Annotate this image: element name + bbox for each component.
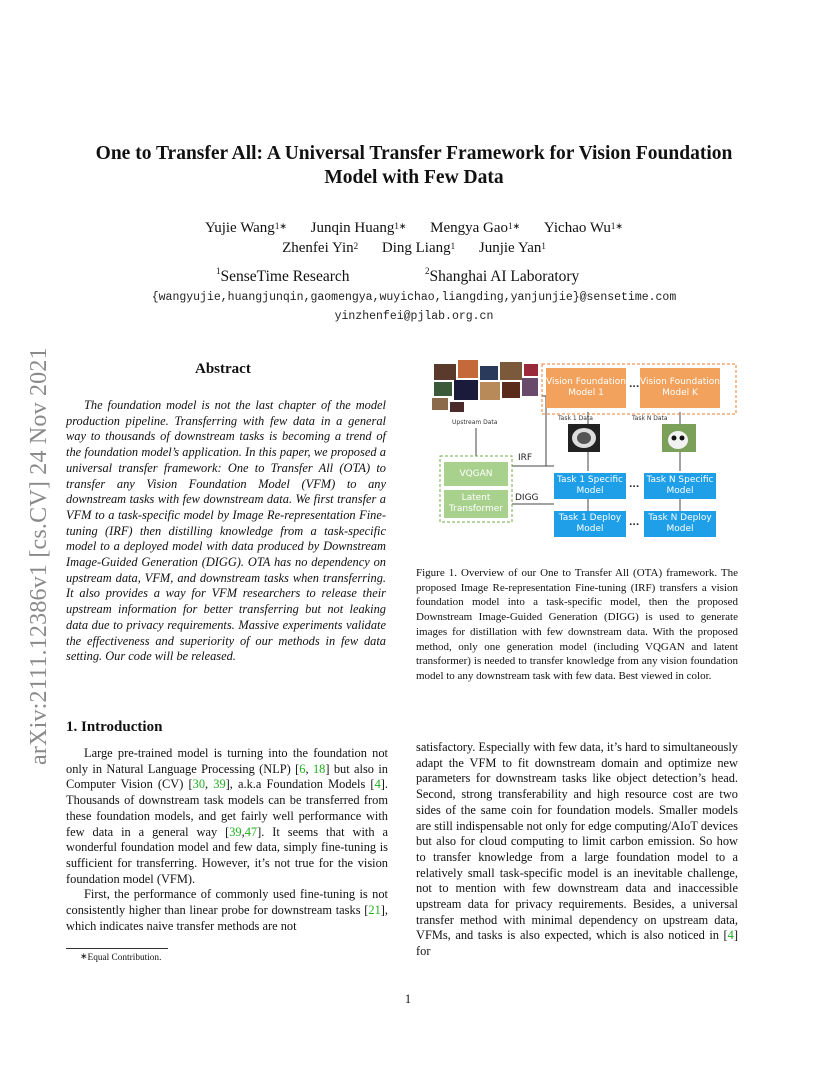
- page-number: 1: [404, 992, 412, 1006]
- task1-data-image-shape: [577, 432, 591, 444]
- affiliation-2: $^2$Shanghai AI Laboratory: [425, 266, 580, 285]
- task1-specific-box: Task 1 Specific Model: [554, 473, 626, 499]
- upstream-photo: [502, 382, 520, 398]
- author: Junjie Yan$^1$: [478, 240, 546, 256]
- author: Yichao $Wu^{1∗}$: [543, 220, 623, 236]
- author-row-1: [60, 218, 768, 238]
- author: Zhenfei Yin$^2$: [282, 240, 359, 256]
- intro-paragraph-continued: satisfactory. Especially with few data, it’s hard to simultaneously adapt the VFM to fit downstream domain and optimize new parameters for downstream tasks like object detection’s head. Second, strong transferability and high resource cost are two sides of the same coin for foundation models. Smaller models are still indispensable not only for edge computing/AIoT devices but also for cloud computing to limit carbon emission. So how to transfer knowledge from a large foundation model to a relatively small task-specific model is an inevitable challenge, not to mention with few downstream data and inaccessible upstream data for privacy requirements. Besides, a universal transfer method with minimal dependency on upstream data, VFMs, and tasks is also expected, which is also noticed in [4] for: [416, 740, 738, 959]
- upstream-photo: [434, 382, 452, 396]
- figure-1: [428, 356, 738, 556]
- arxiv-stamp: [20, 295, 60, 765]
- upstream-photo: [432, 398, 448, 410]
- task1-data-label: Task 1 Data: [558, 415, 593, 422]
- upstream-photo: [500, 362, 522, 380]
- task1-deploy-box: Task 1 Deploy Model: [554, 511, 626, 537]
- latent-transformer-box: Latent Transformer: [444, 490, 508, 518]
- citation-link[interactable]: 4: [374, 777, 381, 792]
- digg-label: DIGG: [515, 493, 539, 503]
- irf-label: IRF: [518, 453, 533, 463]
- email-line-1: {wangyujie,huangjunqin,gaomengya,wuyichao,liangding,yanjunjie}@sensetime.com: [151, 291, 677, 304]
- footnote: ∗Equal Contribution.: [80, 951, 162, 963]
- citation-link[interactable]: 39: [229, 824, 242, 839]
- upstream-photo: [480, 366, 498, 380]
- citation-link[interactable]: 6: [299, 761, 306, 776]
- left-column-body: [66, 746, 388, 934]
- citation-link[interactable]: 21: [368, 903, 381, 918]
- upstream-data-label: Upstream Data: [452, 419, 498, 426]
- author: Ding Liang$^1$: [381, 240, 456, 256]
- citation-link[interactable]: 30: [192, 777, 206, 792]
- citation-link[interactable]: 4: [727, 928, 734, 943]
- citation-link[interactable]: 18: [312, 761, 326, 776]
- title-line-2: Model with Few Data: [324, 167, 504, 188]
- taskn-data-label: Task N Data: [632, 415, 668, 422]
- figure-1-caption: Figure 1. Overview of our One to Transfer All (OTA) framework. The proposed Image Re-representation Fine-tuning (IRF) transfers a vision foundation model into a task-specific model, then the proposed Downstream Image-Guided Generation (DIGG) is used to generate images for distillation with few downstream data. With the proposed method, only one generation model (including VQGAN and latent transformer) is needed to transfer knowledge from any vision foundation model to any downstream task with few data. Best viewed in color.: [416, 567, 738, 682]
- author-row-2: [60, 238, 768, 258]
- arxiv-stamp-text: arXiv:2111.12386v1 [cs.CV] 24 Nov 2021: [26, 347, 52, 765]
- paper-title: [60, 142, 768, 190]
- taskn-specific-box: Task N Specific Model: [644, 473, 716, 499]
- taskn-data-image-shape: [672, 436, 677, 441]
- intro-paragraph-1: Large pre-trained model is turning into the foundation not only in Natural Language Processing (NLP) [6, 18] but also in Computer Vision (CV) [30, 39], a.k.a Foundation Models [4]. Thousands of downstream task models can be transferred from these foundation models, and get fairly well performance with few data in a general way [39,47]. It seems that with a wonderful foundation model and few data, simply fine-tuning is sufficient for transferring. However, it’s not true for the vision foundation model (VFM).: [66, 746, 388, 886]
- vqgan-box: VQGAN: [444, 462, 508, 486]
- taskn-data-image-shape: [668, 431, 688, 449]
- intro-paragraph-2: First, the performance of commonly used fine-tuning is not consistently higher than linear probe for downstream tasks [21], which indicates naive transfer methods are not: [66, 887, 388, 933]
- upstream-photo: [522, 378, 538, 396]
- vfm-k-box: Vision Foundation Model K: [640, 368, 720, 408]
- email-line-2: yinzhenfei@pjlab.org.cn: [334, 310, 494, 323]
- citation-link[interactable]: 47: [244, 824, 258, 839]
- upstream-photo: [480, 382, 500, 400]
- vfm-ellipsis: ...: [629, 380, 640, 390]
- upstream-photo: [454, 380, 478, 400]
- author: Junqin Huang$^{1∗}$: [310, 220, 407, 236]
- title-line-1: One to Transfer All: A Universal Transfer Framework for Vision Foundation: [95, 143, 733, 164]
- author: Yujie Wang$^{1∗}$: [205, 220, 287, 236]
- upstream-photo: [450, 402, 464, 412]
- upstream-photo: [458, 360, 478, 378]
- upstream-photo: [434, 364, 456, 380]
- specific-ellipsis: ...: [629, 480, 640, 490]
- author-list: [60, 218, 768, 258]
- citation-link[interactable]: 39: [213, 777, 226, 792]
- taskn-data-image-shape: [680, 436, 685, 441]
- upstream-photo: [524, 364, 538, 376]
- right-column-body: [416, 740, 738, 960]
- affiliation-1: $^1$SenseTime Research: [216, 266, 350, 285]
- author: Mengya Gao$^{1∗}$: [430, 220, 521, 236]
- abstract-heading: Abstract: [195, 361, 251, 377]
- taskn-deploy-box: Task N Deploy Model: [644, 511, 716, 537]
- abstract-body: The foundation model is not the last chapter of the model production pipeline. Transferring with few data in a general way to thousands of downstream tasks is becoming a trend of the foundation model’s application. In this paper, we proposed a universal transfer framework: One to Transfer All (OTA) to transfer any Vision Foundation Model (VFM) to any downstream tasks with few downstream data. We first transfer a VFM to a task-specific model by Image Re-representation Fine-tuning (IRF) then distilling knowledge from a task-specific model to a deployed model with data produced by Downstream Image-Guided Generation (DIGG). OTA has no dependency on upstream data, VFM, and downstream tasks when transferring. It also provides a way for VFM researchers to release their upstream information for better transferring but not leaking data due to privacy requirements. Massive experiments validate the effectiveness and superiority of our methods in few data setting. Our code will be released.: [66, 398, 386, 664]
- deploy-ellipsis: ...: [629, 518, 640, 528]
- vfm-1-box: Vision Foundation Model 1: [546, 368, 626, 408]
- section-heading-introduction: 1. Introduction: [66, 719, 163, 735]
- footnote-rule: [66, 948, 168, 949]
